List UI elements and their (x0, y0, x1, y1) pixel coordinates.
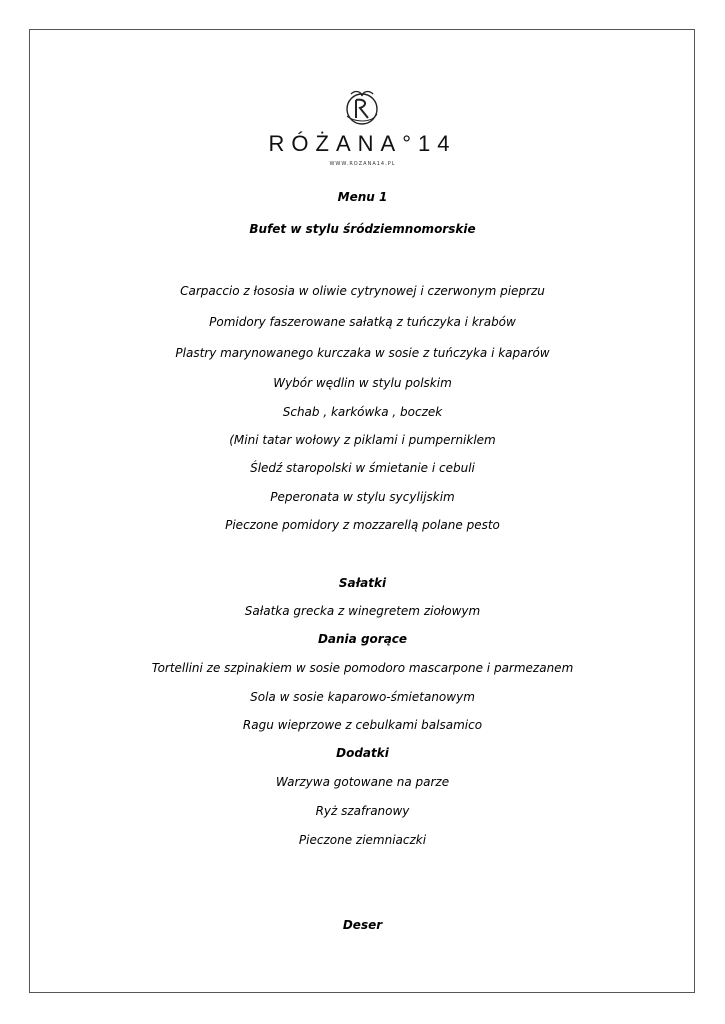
menu-item: Sałatka grecka z winegretem ziołowym (244, 604, 481, 618)
menu-subtitle: Bufet w stylu śródziemnomorskie (249, 222, 476, 236)
page-border (29, 29, 695, 993)
brand-name: RÓŻANA°14 (268, 131, 457, 156)
menu-item: Peperonata w stylu sycylijskim (270, 490, 455, 504)
menu-item: Warzywa gotowane na parze (275, 775, 450, 789)
menu-item: Plastry marynowanego kurczaka w sosie z tuńczyka i kaparów (175, 346, 550, 360)
menu-item: Śledź staropolski w śmietanie i cebuli (250, 461, 475, 475)
menu-item: (Mini tatar wołowy z piklami i pumperniklem (229, 433, 496, 447)
menu-item: Ragu wieprzowe z cebulkami balsamico (242, 718, 483, 732)
website-url: WWW.ROZANA14.PL (329, 161, 396, 167)
menu-item: Pieczone pomidory z mozzarellą polane pesto (225, 518, 500, 532)
menu-title: Menu 1 (337, 190, 388, 204)
menu-item: Wybór wędlin w stylu polskim (273, 376, 452, 390)
menu-item: Pomidory faszerowane sałatką z tuńczyka i krabów (209, 315, 516, 329)
section-heading-sides: Dodatki (336, 746, 389, 760)
menu-item: Schab , karkówka , boczek (282, 405, 443, 419)
rose-logo-icon (343, 88, 381, 128)
section-heading-hot: Dania gorące (317, 632, 408, 646)
menu-item: Pieczone ziemniaczki (298, 833, 427, 847)
section-heading-salads: Sałatki (338, 576, 387, 590)
menu-item: Ryż szafranowy (315, 804, 410, 818)
menu-item: Sola w sosie kaparowo-śmietanowym (250, 690, 475, 704)
menu-item: Carpaccio z łososia w oliwie cytrynowej i czerwonym pieprzu (180, 284, 545, 298)
menu-item: Tortellini ze szpinakiem w sosie pomodoro mascarpone i parmezanem (151, 661, 574, 675)
section-heading-dessert: Deser (342, 918, 383, 932)
